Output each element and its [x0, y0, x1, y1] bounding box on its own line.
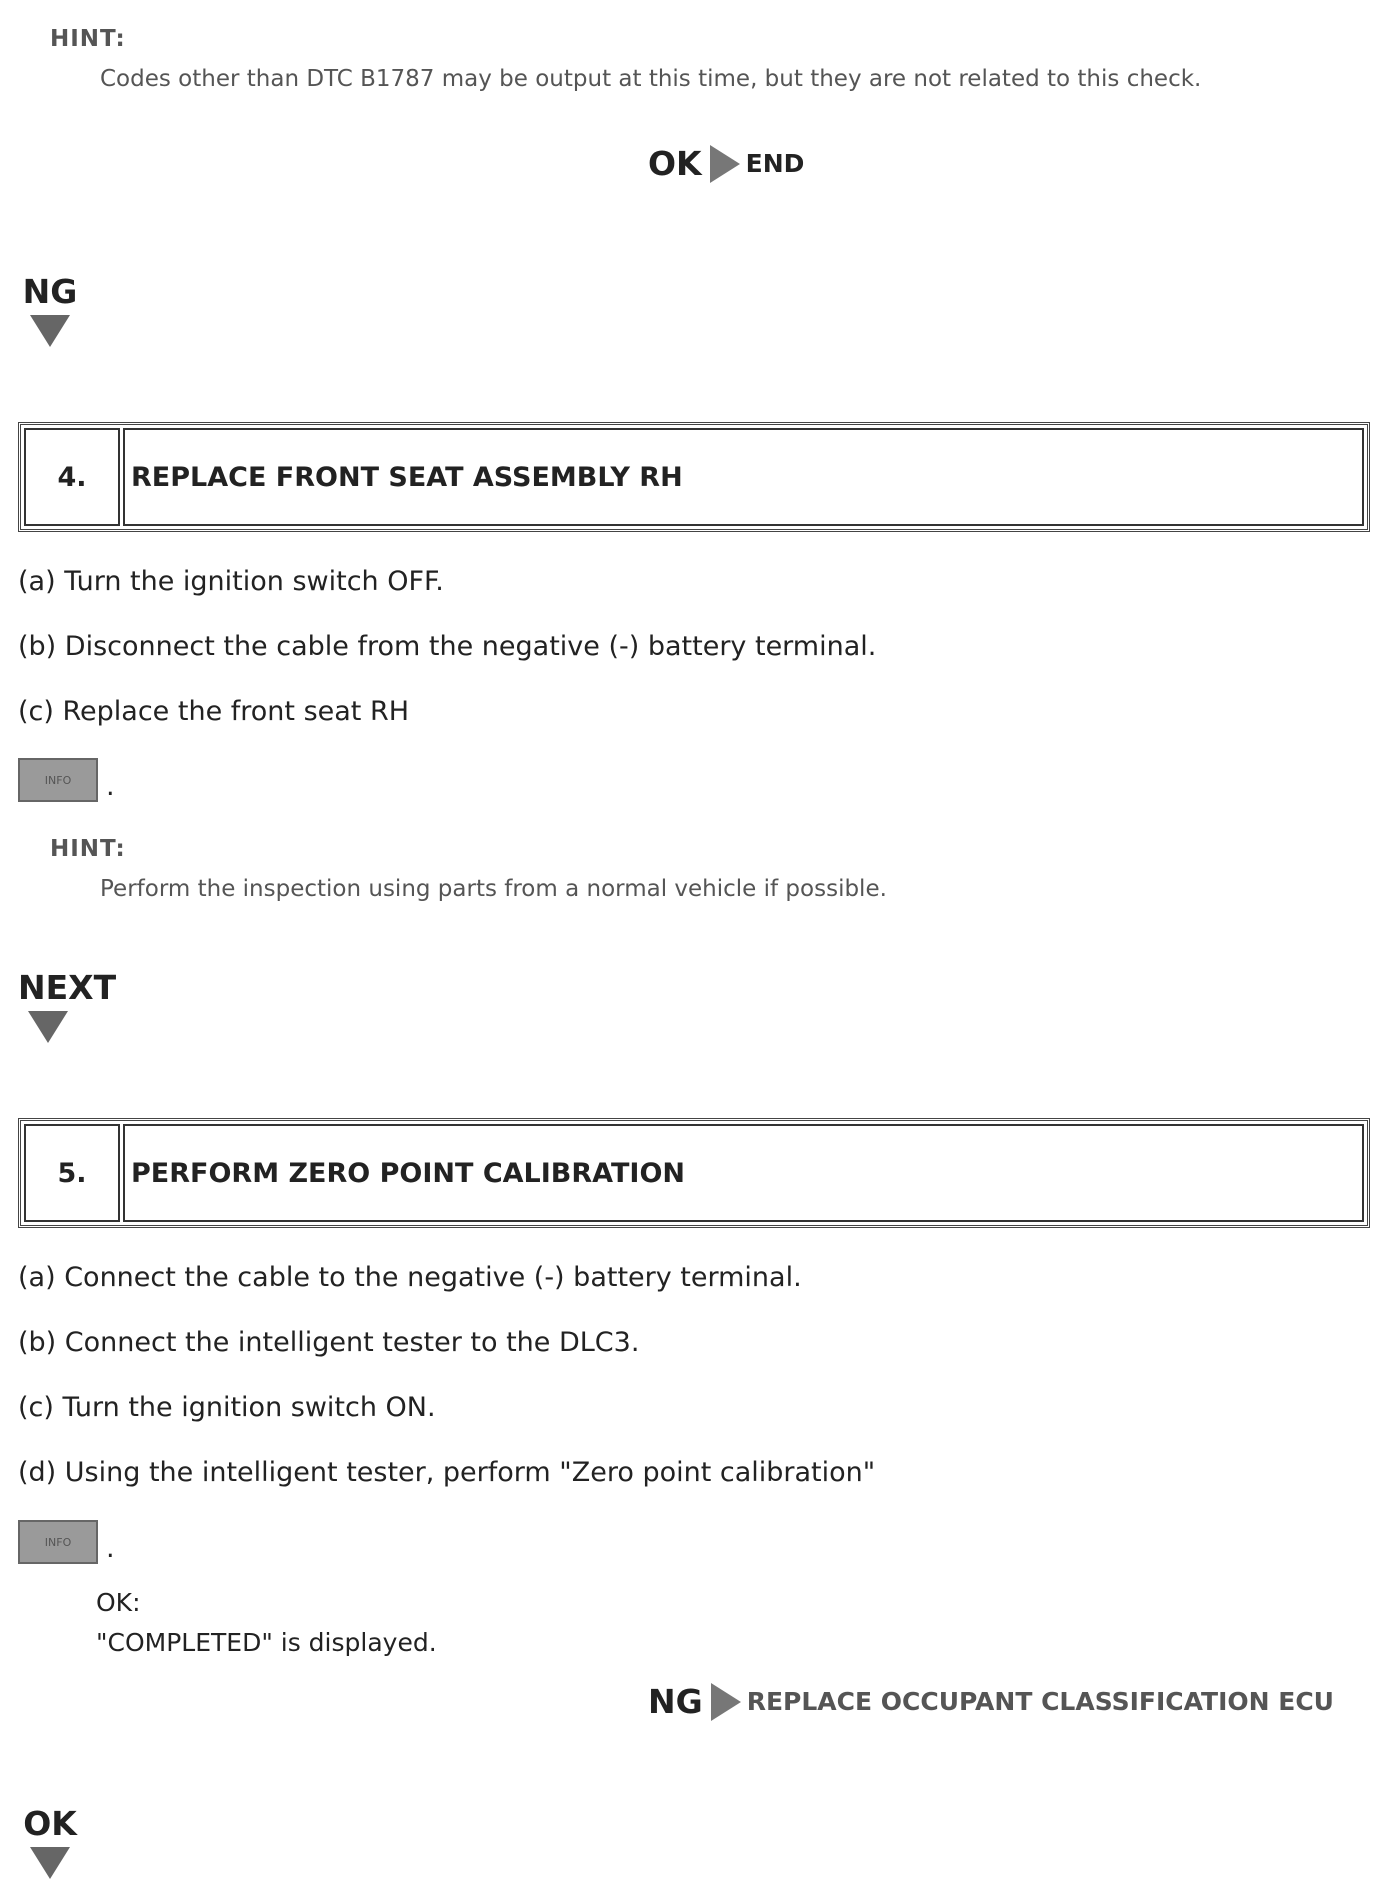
period: . — [106, 771, 115, 802]
step-5-header — [18, 1118, 1370, 1228]
step-4-item-c: (c) Replace the front seat RH — [18, 696, 410, 727]
hint-label: HINT: — [50, 26, 126, 52]
info-button[interactable]: INFO — [18, 758, 98, 802]
ng-label: NG — [648, 1682, 703, 1721]
ok-standard-text: "COMPLETED" is displayed. — [96, 1628, 437, 1657]
ok-down-flow — [18, 1804, 82, 1879]
ng-replace-flow — [648, 1682, 1334, 1721]
hint-label: HINT: — [50, 836, 126, 862]
step-5-item-c: (c) Turn the ignition switch ON. — [18, 1392, 436, 1423]
ok-label: OK — [23, 1804, 77, 1843]
next-label: NEXT — [18, 968, 117, 1007]
end-link[interactable]: END — [745, 149, 805, 178]
info-button[interactable]: INFO — [18, 1520, 98, 1564]
next-down-flow — [18, 968, 128, 1043]
hint-text: Codes other than DTC B1787 may be output at this time, but they are not related to this check. — [100, 66, 1202, 92]
step-4-header — [18, 422, 1370, 532]
arrow-down-icon — [30, 315, 70, 347]
ok-end-flow — [648, 144, 804, 183]
step-5-item-a: (a) Connect the cable to the negative (-) battery terminal. — [18, 1262, 802, 1293]
arrow-right-icon — [711, 1683, 741, 1721]
step-5-item-d: (d) Using the intelligent tester, perform "Zero point calibration" — [18, 1457, 876, 1488]
arrow-down-icon — [28, 1011, 68, 1043]
ng-label: NG — [22, 272, 78, 311]
step-title: PERFORM ZERO POINT CALIBRATION — [123, 1124, 1364, 1222]
step-number: 5. — [24, 1124, 120, 1222]
ok-standard-label: OK: — [96, 1588, 141, 1617]
step-4-item-b: (b) Disconnect the cable from the negative (-) battery terminal. — [18, 631, 877, 662]
arrow-right-icon — [710, 145, 740, 183]
hint-text: Perform the inspection using parts from a normal vehicle if possible. — [100, 876, 887, 902]
step-4-item-a: (a) Turn the ignition switch OFF. — [18, 566, 444, 597]
arrow-down-icon — [30, 1847, 70, 1879]
ok-label: OK — [648, 144, 702, 183]
step-number: 4. — [24, 428, 120, 526]
ng-down-flow — [18, 272, 82, 347]
replace-ecu-link[interactable]: REPLACE OCCUPANT CLASSIFICATION ECU — [746, 1687, 1334, 1716]
period: . — [106, 1533, 115, 1564]
step-title: REPLACE FRONT SEAT ASSEMBLY RH — [123, 428, 1364, 526]
step-5-item-b: (b) Connect the intelligent tester to the DLC3. — [18, 1327, 640, 1358]
